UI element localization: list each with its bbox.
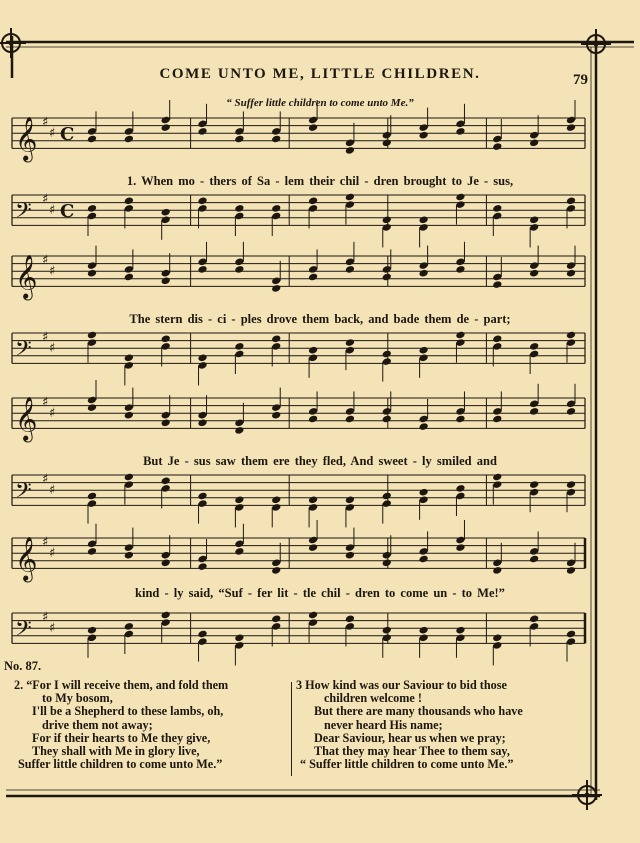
note-head [419, 422, 429, 431]
note-head [492, 334, 502, 343]
note-head [197, 418, 207, 427]
note-head [271, 334, 281, 343]
note-head [161, 208, 171, 217]
note-head [161, 334, 171, 343]
note-head [345, 614, 355, 623]
key-sharp: ♯ [49, 264, 56, 279]
note-head [234, 265, 244, 274]
note-head [529, 614, 539, 623]
note-head [419, 131, 429, 140]
note-head [345, 551, 355, 560]
note-head [124, 551, 134, 560]
note-head [124, 473, 134, 482]
note-head [492, 415, 502, 424]
note-head [529, 138, 539, 147]
note-head [566, 407, 576, 416]
note-head [382, 558, 392, 567]
note-head [492, 473, 502, 482]
key-sharp: ♯ [42, 610, 49, 625]
page-number: 79 [573, 72, 588, 88]
note-head [455, 331, 465, 340]
note-head [234, 495, 244, 504]
note-head [124, 273, 134, 282]
note-head [308, 543, 318, 552]
key-sharp: ♯ [49, 406, 56, 421]
note-head [529, 215, 539, 224]
note-head [455, 626, 465, 635]
note-head [382, 138, 392, 147]
key-sharp: ♯ [42, 192, 49, 207]
note-head [234, 135, 244, 144]
note-head [124, 411, 134, 420]
time-signature: C [60, 124, 75, 145]
note-head [271, 411, 281, 420]
note-head [492, 566, 502, 575]
verse-line: That they may hear Thee to them say, [314, 744, 510, 759]
key-sharp: ♯ [49, 546, 56, 561]
note-head [87, 403, 97, 412]
bass-clef: 𝄢 [15, 336, 32, 367]
verse-line: to My bosom, [42, 691, 113, 706]
note-head [455, 265, 465, 274]
verse-line: 3 How kind was our Saviour to bid those [296, 678, 507, 692]
note-head [382, 215, 392, 224]
bass-clef: 𝄢 [15, 478, 32, 509]
note-head [234, 426, 244, 435]
key-sharp: ♯ [49, 483, 56, 498]
note-head [161, 276, 171, 285]
page-title: COME UNTO ME, LITTLE CHILDREN. [159, 66, 481, 82]
verse-3 [296, 679, 586, 771]
note-head [382, 415, 392, 424]
note-head [161, 558, 171, 567]
note-head [308, 611, 318, 620]
note-head [566, 123, 576, 132]
note-head [529, 342, 539, 351]
key-sharp: ♯ [42, 253, 49, 268]
verse-line: They shall with Me in glory live, [32, 744, 200, 759]
note-head [87, 547, 97, 556]
note-head [87, 331, 97, 340]
treble-clef: 𝄞 [15, 254, 38, 299]
treble-clef: 𝄞 [15, 396, 38, 441]
note-head [234, 547, 244, 556]
note-head [455, 543, 465, 552]
note-head [455, 415, 465, 424]
note-head [455, 193, 465, 202]
note-head [87, 269, 97, 278]
note-head [161, 418, 171, 427]
note-head [492, 204, 502, 213]
note-head [308, 196, 318, 205]
key-sharp: ♯ [42, 472, 49, 487]
note-head [345, 495, 355, 504]
verse-line: Dear Saviour, hear us when we pray; [314, 730, 506, 745]
note-head [197, 492, 207, 501]
note-head [271, 284, 281, 293]
note-head [419, 488, 429, 497]
note-head [455, 127, 465, 136]
note-head [197, 196, 207, 205]
note-head [271, 204, 281, 213]
note-head [419, 346, 429, 355]
note-head [529, 555, 539, 564]
verse-line: children welcome ! [324, 691, 422, 706]
key-sharp: ♯ [49, 621, 56, 636]
key-sharp: ♯ [42, 395, 49, 410]
note-head [492, 280, 502, 289]
note-head [382, 492, 392, 501]
note-head [234, 342, 244, 351]
note-head [197, 630, 207, 639]
key-sharp: ♯ [42, 535, 49, 550]
verse-line: “ Suffer little children to come unto Me.” [300, 757, 514, 772]
lyric-line-2: The stern dis - ci - ples drove them back, and bade them de - part; [129, 312, 511, 326]
note-head [124, 353, 134, 362]
note-head [566, 480, 576, 489]
verse-line: But there are many thousands who have [314, 704, 523, 719]
note-head [345, 415, 355, 424]
note-head [124, 196, 134, 205]
treble-clef: 𝄞 [15, 536, 38, 581]
note-head [271, 614, 281, 623]
verse-line: Suffer little children to come unto Me.” [18, 757, 223, 772]
key-sharp: ♯ [49, 126, 56, 141]
verse-line: 2. “For I will receive them, and fold them [14, 678, 229, 692]
note-head [234, 633, 244, 642]
note-head [529, 407, 539, 416]
lyric-line-4: kind - ly said, “Suf - fer lit - tle chil - dren to come un - to Me!” [135, 586, 505, 600]
note-head [271, 495, 281, 504]
note-head [345, 338, 355, 347]
motto: “ Suffer little children to come unto Me.” [226, 97, 414, 109]
note-head [566, 566, 576, 575]
note-head [529, 269, 539, 278]
lyric-line-3: But Je - sus saw them ere they fled, And sweet - ly smiled and [143, 454, 497, 468]
key-sharp: ♯ [42, 115, 49, 130]
note-head [197, 127, 207, 136]
time-signature: C [60, 201, 75, 222]
note-head [382, 350, 392, 359]
note-head [308, 273, 318, 282]
note-head [197, 265, 207, 274]
note-head [271, 566, 281, 575]
note-head [492, 142, 502, 151]
note-head [455, 484, 465, 493]
key-sharp: ♯ [42, 330, 49, 345]
note-head [308, 495, 318, 504]
note-head [566, 331, 576, 340]
note-head [124, 135, 134, 144]
column-divider [291, 682, 292, 776]
note-head [161, 611, 171, 620]
note-head [419, 626, 429, 635]
note-head [566, 196, 576, 205]
note-head [345, 265, 355, 274]
key-sharp: ♯ [49, 203, 56, 218]
note-head [419, 555, 429, 564]
note-head [492, 633, 502, 642]
note-head [197, 353, 207, 362]
note-head [382, 273, 392, 282]
lyric-line-1: 1. When mo - thers of Sa - lem their chil - dren brought to Je - sus, [126, 174, 514, 188]
note-head [234, 204, 244, 213]
note-head [566, 269, 576, 278]
key-sharp: ♯ [49, 341, 56, 356]
note-head [87, 626, 97, 635]
verse-2 [14, 679, 290, 771]
treble-clef: 𝄞 [15, 116, 38, 161]
verse-line: I'll be a Shepherd to these lambs, oh, [32, 704, 224, 719]
note-head [87, 204, 97, 213]
note-head [87, 492, 97, 501]
bass-clef: 𝄢 [15, 616, 32, 647]
note-head [382, 626, 392, 635]
note-head [419, 269, 429, 278]
note-head [87, 135, 97, 144]
note-head [345, 146, 355, 155]
note-head [308, 346, 318, 355]
note-head [161, 476, 171, 485]
hymn-number: No. 87. [4, 659, 42, 673]
note-head [271, 135, 281, 144]
note-head [308, 415, 318, 424]
note-head [161, 123, 171, 132]
note-head [345, 193, 355, 202]
verse-line: never heard His name; [324, 717, 443, 732]
note-head [566, 630, 576, 639]
bass-clef: 𝄢 [15, 198, 32, 229]
note-head [529, 480, 539, 489]
note-head [197, 562, 207, 571]
note-head [419, 215, 429, 224]
note-head [124, 622, 134, 631]
verse-line: drive them not away; [42, 717, 153, 732]
note-head [308, 123, 318, 132]
verse-line: For if their hearts to Me they give, [32, 730, 211, 745]
